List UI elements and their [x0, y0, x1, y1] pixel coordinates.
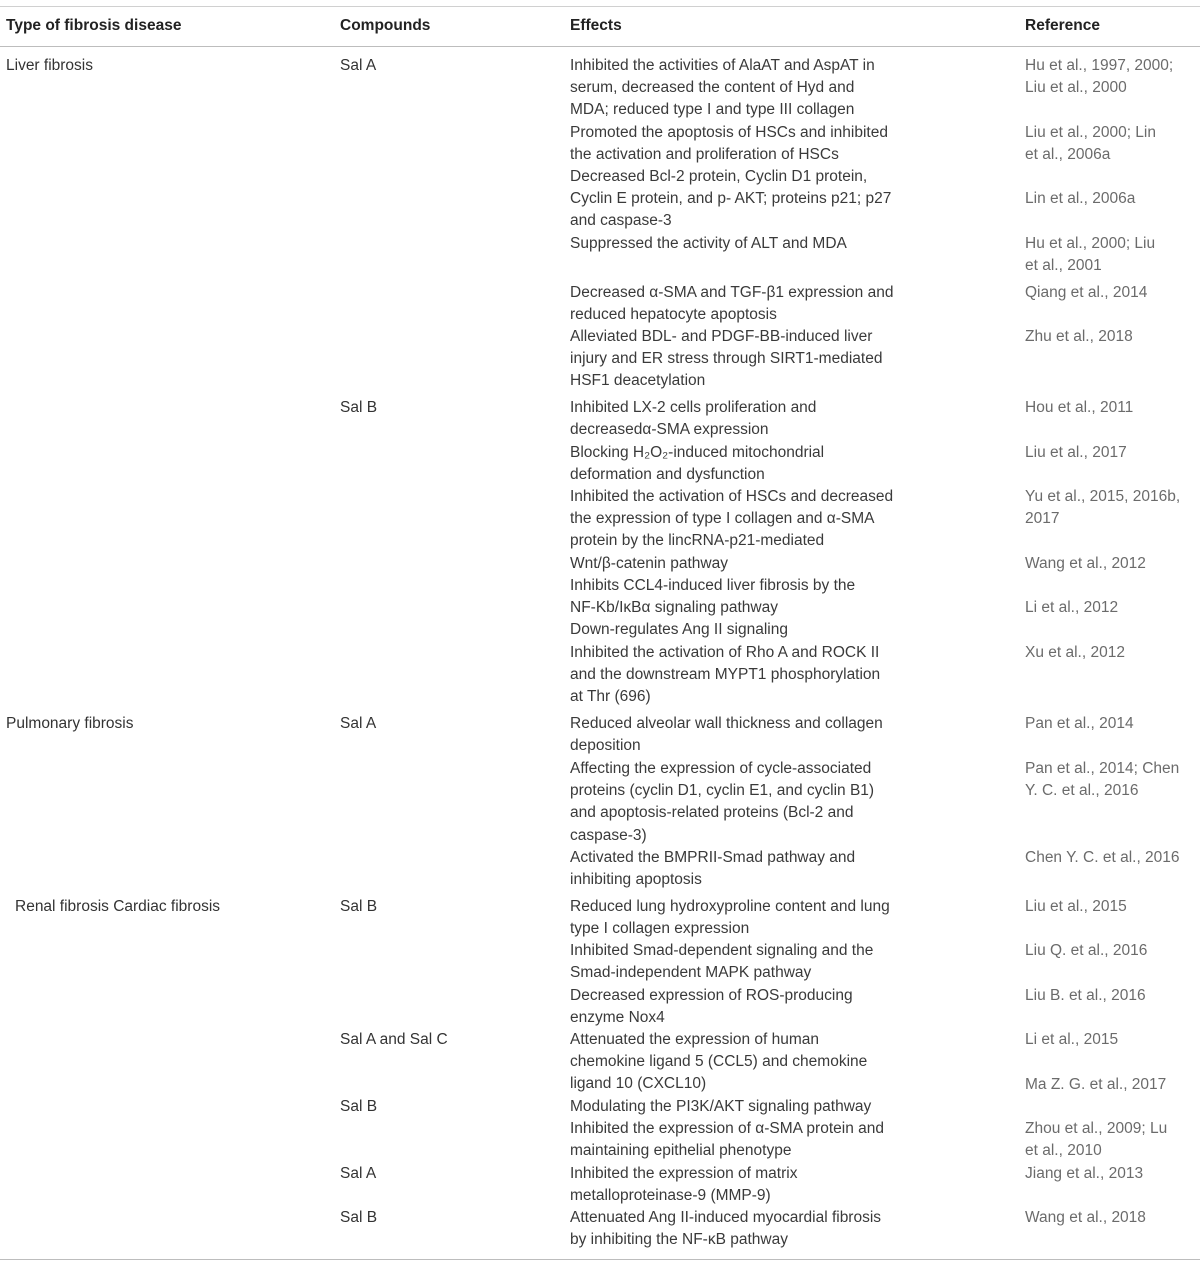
- effect-cell: Modulating the PI3K/AKT signaling pathway: [570, 1098, 872, 1115]
- effect-cell: Decreased expression of ROS-producing enzyme Nox4: [570, 987, 853, 1027]
- header-rule: [0, 46, 1200, 47]
- compound-cell: Sal B: [340, 399, 378, 416]
- header-reference: Reference: [1025, 17, 1100, 34]
- reference-cell: Hou et al., 2011: [1025, 399, 1134, 416]
- reference-cell: Xu et al., 2012: [1025, 644, 1125, 661]
- disease-cell-liver: Liver fibrosis: [6, 57, 93, 74]
- compound-cell: Sal A: [340, 715, 377, 732]
- reference-cell: Wang et al., 2012: [1025, 555, 1146, 572]
- reference-cell: Wang et al., 2018: [1025, 1209, 1146, 1226]
- reference-cell: Hu et al., 1997, 2000; Liu et al., 2000: [1025, 57, 1174, 97]
- reference-cell: Ma Z. G. et al., 2017: [1025, 1076, 1167, 1093]
- reference-cell: Liu et al., 2017: [1025, 444, 1127, 461]
- compound-cell: Sal A: [340, 57, 377, 74]
- compound-cell: Sal A and Sal C: [340, 1031, 448, 1048]
- effect-cell: Decreased Bcl-2 protein, Cyclin D1 protein, Cyclin E protein, and p- AKT; proteins p21; p27 and caspase-3: [570, 168, 892, 230]
- effect-cell: Inhibited the activation of Rho A and ROCK II and the downstream MYPT1 phosphorylation at Thr (696): [570, 644, 881, 706]
- table-top-rule: [0, 6, 1200, 7]
- effect-cell: Affecting the expression of cycle-associated proteins (cyclin D1, cyclin E1, and cyclin B1) and apoptosis-related proteins (Bcl-2 and caspase-3): [570, 760, 875, 844]
- header-compounds: Compounds: [340, 17, 431, 34]
- effect-cell: Reduced alveolar wall thickness and collagen deposition: [570, 715, 883, 755]
- effect-cell: Reduced lung hydroxyproline content and lung type I collagen expression: [570, 898, 890, 938]
- table-bottom-rule: [0, 1259, 1200, 1260]
- header-effects: Effects: [570, 17, 622, 34]
- compound-cell: Sal A: [340, 1165, 377, 1182]
- reference-cell: Liu Q. et al., 2016: [1025, 942, 1148, 959]
- header-disease: Type of fibrosis disease: [6, 17, 182, 34]
- effect-cell: Alleviated BDL- and PDGF-BB-induced liver injury and ER stress through SIRT1-mediated HSF1 deacetylation: [570, 328, 883, 390]
- reference-cell: Qiang et al., 2014: [1025, 284, 1148, 301]
- effect-cell: Inhibited Smad-dependent signaling and the Smad-independent MAPK pathway: [570, 942, 874, 982]
- effect-cell: Blocking H₂O₂-induced mitochondrial deformation and dysfunction: [570, 444, 825, 484]
- effect-cell: Inhibited the expression of α-SMA protein and maintaining epithelial phenotype: [570, 1120, 884, 1160]
- reference-cell: Liu et al., 2015: [1025, 898, 1127, 915]
- effect-cell: Promoted the apoptosis of HSCs and inhibited the activation and proliferation of HSCs: [570, 124, 888, 164]
- reference-cell: Hu et al., 2000; Liu et al., 2001: [1025, 235, 1156, 275]
- effect-cell: Inhibits CCL4-induced liver fibrosis by the NF-Kb/IκBα signaling pathway Down-regulates Ang II signaling: [570, 577, 856, 639]
- reference-cell: Lin et al., 2006a: [1025, 190, 1136, 207]
- effect-cell: Attenuated Ang II-induced myocardial fibrosis by inhibiting the NF-κB pathway: [570, 1209, 882, 1249]
- reference-cell: Yu et al., 2015, 2016b, 2017: [1025, 488, 1181, 528]
- reference-cell: Zhu et al., 2018: [1025, 328, 1133, 345]
- effect-cell: Inhibited the expression of matrix metalloproteinase-9 (MMP-9): [570, 1165, 798, 1205]
- disease-cell-pulmonary: Pulmonary fibrosis: [6, 715, 134, 732]
- reference-cell: Chen Y. C. et al., 2016: [1025, 849, 1180, 866]
- reference-cell: Pan et al., 2014; Chen Y. C. et al., 2016: [1025, 760, 1180, 800]
- effect-cell: Activated the BMPRII-Smad pathway and inhibiting apoptosis: [570, 849, 856, 889]
- compound-cell: Sal B: [340, 898, 378, 915]
- reference-cell: Jiang et al., 2013: [1025, 1165, 1144, 1182]
- compound-cell: Sal B: [340, 1098, 378, 1115]
- reference-cell: Li et al., 2015: [1025, 1031, 1119, 1048]
- compound-cell: Sal B: [340, 1209, 378, 1226]
- reference-cell: Li et al., 2012: [1025, 599, 1119, 616]
- reference-cell: Liu et al., 2000; Lin et al., 2006a: [1025, 124, 1156, 164]
- reference-cell: Pan et al., 2014: [1025, 715, 1134, 732]
- reference-cell: Zhou et al., 2009; Lu et al., 2010: [1025, 1120, 1168, 1160]
- effect-cell: Attenuated the expression of human chemokine ligand 5 (CCL5) and chemokine ligand 10 (CXCL10): [570, 1031, 868, 1093]
- effect-cell: Inhibited the activities of AlaAT and AspAT in serum, decreased the content of Hyd and MDA; reduced type I and type III collagen: [570, 57, 875, 119]
- effect-cell: Suppressed the activity of ALT and MDA: [570, 235, 847, 252]
- disease-cell-renal-cardiac: Renal fibrosis Cardiac fibrosis: [15, 898, 221, 915]
- reference-cell: Liu B. et al., 2016: [1025, 987, 1146, 1004]
- effect-cell: Decreased α-SMA and TGF-β1 expression and reduced hepatocyte apoptosis: [570, 284, 894, 324]
- effect-cell: Inhibited the activation of HSCs and decreased the expression of type I collagen and α-SMA protein by the lincRNA-p21-mediated Wnt/β-catenin pathway: [570, 488, 894, 572]
- effect-cell: Inhibited LX-2 cells proliferation and decreasedα-SMA expression: [570, 399, 817, 439]
